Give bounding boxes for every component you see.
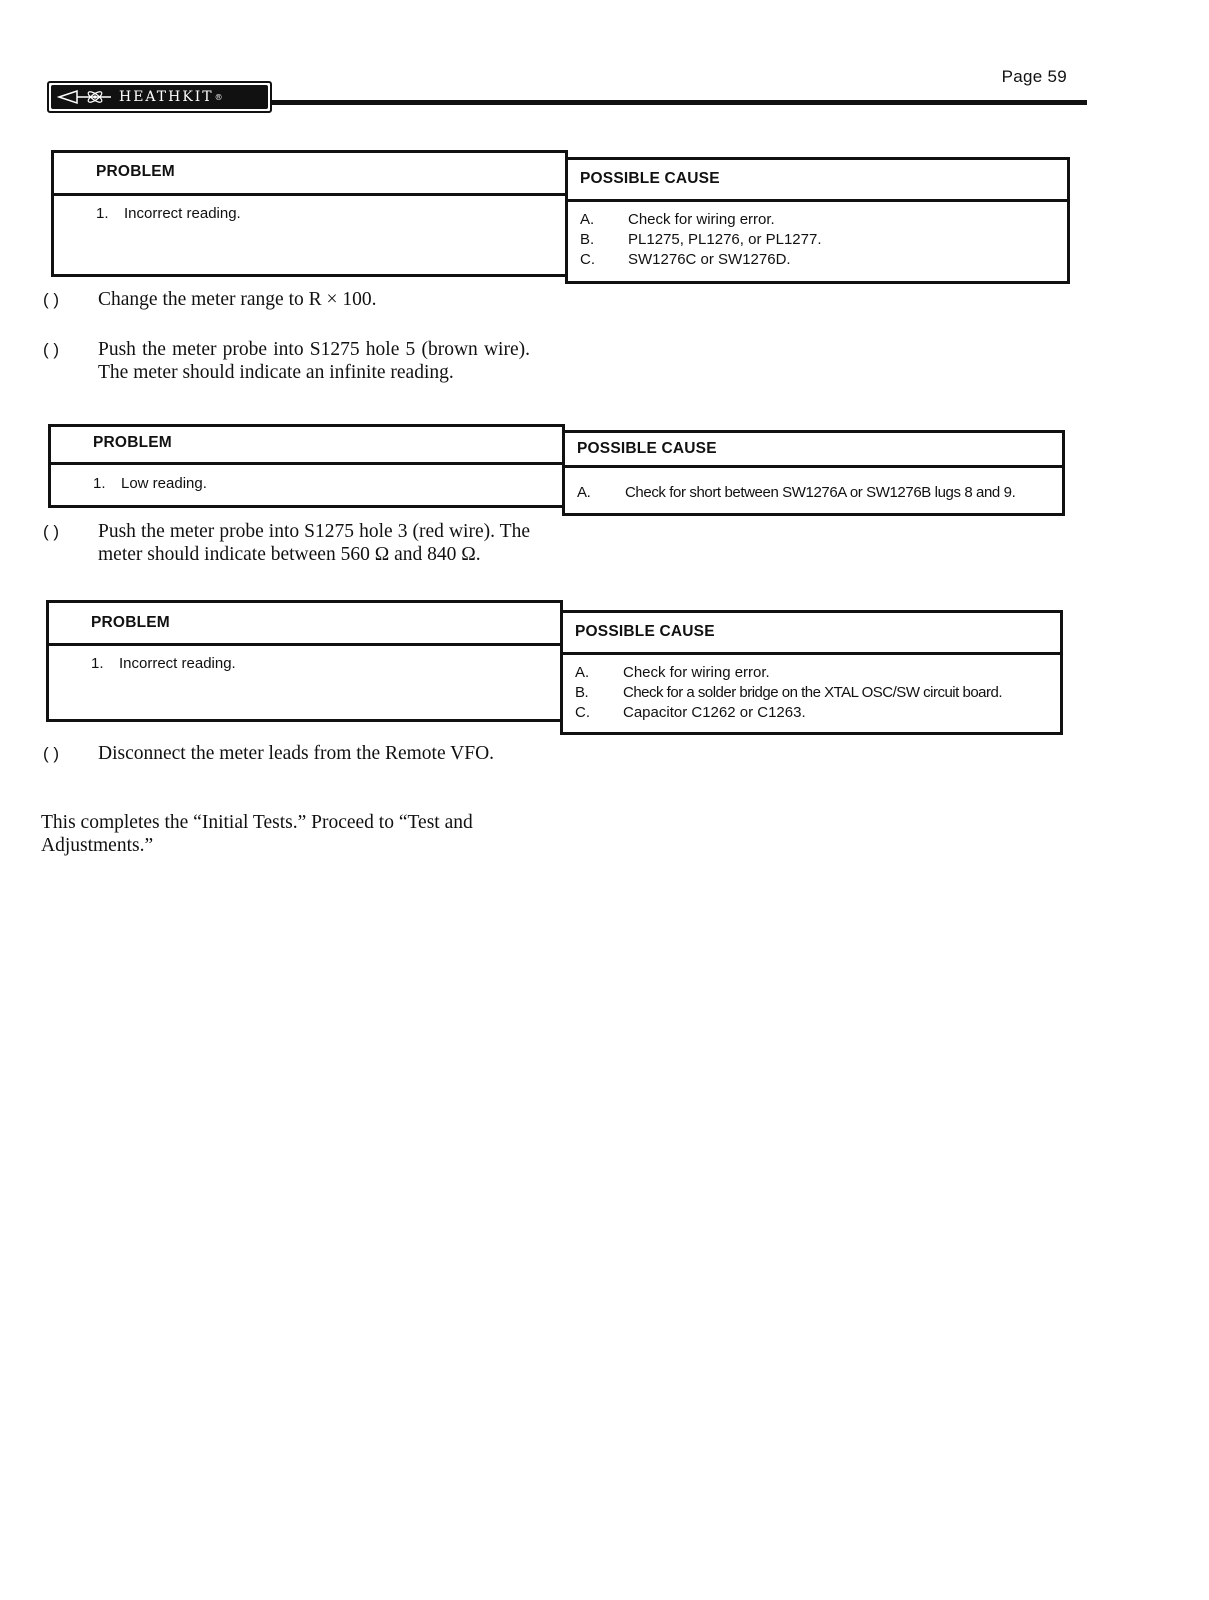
cause-item <box>577 483 1062 503</box>
cause-text: PL1275, PL1276, or PL1277. <box>628 231 822 248</box>
cause-letter: C. <box>580 251 595 268</box>
step-checkbox[interactable]: ( ) <box>43 744 60 763</box>
problem-header-cell <box>51 150 568 196</box>
step-item <box>43 742 543 765</box>
problem-cell <box>48 462 565 508</box>
registered-mark: ® <box>214 92 223 102</box>
cause-letter: B. <box>575 684 589 701</box>
step-item <box>43 338 543 384</box>
step-text: Push the meter probe into S1275 hole 5 (brown wire). The meter should indicate an infinite reading. <box>98 339 530 383</box>
closing-paragraph: This completes the “Initial Tests.” Proceed to “Test and Adjustments.” <box>41 812 473 856</box>
cause-header: POSSIBLE CAUSE <box>577 440 717 457</box>
problem-cell <box>51 193 568 277</box>
cause-cell <box>562 465 1065 516</box>
step-text: Push the meter probe into S1275 hole 3 (red wire). The meter should indicate between 560 Ω and 840 Ω. <box>98 521 530 565</box>
cause-item <box>575 703 1060 723</box>
heathkit-logo <box>47 81 272 113</box>
step-item <box>43 520 543 566</box>
cause-letter: A. <box>577 484 591 501</box>
problem-number: 1. <box>96 205 109 222</box>
step-checkbox[interactable]: ( ) <box>43 290 60 309</box>
problem-header: PROBLEM <box>96 163 175 180</box>
problem-header: PROBLEM <box>91 614 170 631</box>
problem-header-cell <box>48 424 565 465</box>
step-checkbox[interactable]: ( ) <box>43 522 60 541</box>
problem-header-cell <box>46 600 563 646</box>
step-item <box>43 288 543 311</box>
logo-text: HEATHKIT <box>119 89 214 105</box>
cause-header: POSSIBLE CAUSE <box>580 170 720 187</box>
cause-letter: A. <box>575 664 590 681</box>
cause-letter: C. <box>575 704 590 721</box>
cause-item <box>580 210 1067 230</box>
cause-item <box>580 230 1067 250</box>
cause-text: Capacitor C1262 or C1263. <box>623 704 806 721</box>
cause-text: Check for wiring error. <box>628 211 775 228</box>
problem-text: Low reading. <box>121 475 207 492</box>
heathkit-emblem-icon <box>57 88 113 106</box>
problem-header: PROBLEM <box>93 434 172 451</box>
cause-text: Check for wiring error. <box>623 664 770 681</box>
cause-letter: A. <box>580 211 595 228</box>
page-number: Page 59 <box>1001 67 1067 86</box>
cause-text: Check for short between SW1276A or SW1276B lugs 8 and 9. <box>625 484 1016 501</box>
problem-number: 1. <box>91 655 104 672</box>
problem-text: Incorrect reading. <box>124 205 241 222</box>
cause-text: Check for a solder bridge on the XTAL OSC/SW circuit board. <box>623 684 1003 701</box>
cause-text: SW1276C or SW1276D. <box>628 251 791 268</box>
problem-cell <box>46 643 563 722</box>
cause-header-cell <box>562 430 1065 468</box>
step-checkbox[interactable]: ( ) <box>43 340 60 359</box>
problem-text: Incorrect reading. <box>119 655 236 672</box>
cause-header-cell <box>560 610 1063 655</box>
cause-item <box>580 250 1067 270</box>
header-rule <box>272 100 1087 105</box>
cause-item <box>575 683 1060 703</box>
cause-item <box>575 663 1060 683</box>
problem-number: 1. <box>93 475 106 492</box>
cause-header: POSSIBLE CAUSE <box>575 623 715 640</box>
cause-cell <box>565 199 1070 284</box>
step-text: Change the meter range to R × 100. <box>98 289 377 310</box>
cause-letter: B. <box>580 231 595 248</box>
step-text: Disconnect the meter leads from the Remote VFO. <box>98 743 495 764</box>
cause-header-cell <box>565 157 1070 202</box>
cause-cell <box>560 652 1063 735</box>
